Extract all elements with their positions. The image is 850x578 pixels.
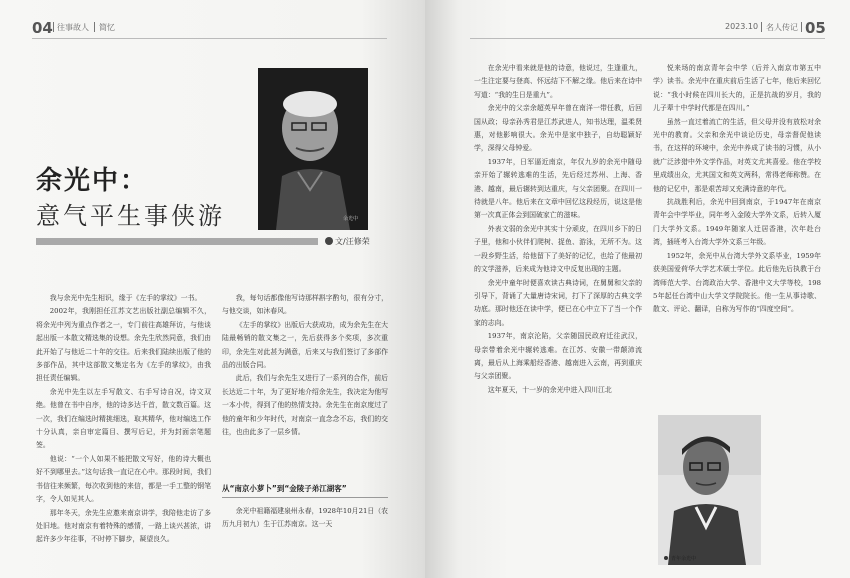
young-portrait-photo [658,415,761,565]
paragraph: 他说：“一个人如果不能把散文写好，他的诗大概也好不到哪里去。”这句话我一直记在心中。那段时间，我们书信往来频繁，每次收到他的来信，都是一手工整的钢笔字，令人如见其人。 [36,454,211,504]
byline: 文/汪修荣 [335,237,370,246]
section-rule [222,497,388,498]
paragraph: 那年冬天，余先生应邀来南京讲学，我陪他走访了多处旧地。他对南京有着特殊的感情，一路上谈兴甚浓，讲起许多少年往事，不时停下脚步，凝望良久。 [36,508,211,544]
paragraph: 1937年，日军逼近南京，年仅九岁的余光中随母亲开始了辗转逃难的生活，先后经过苏州、上海、香港、越南，最后辗转到达重庆，与父亲团聚。在四川一待就是八年。他后来在文章中回忆这段经历，说这是他第一次真正体会到国破家亡的滋味。 [474,157,642,220]
portrait-photo [258,68,368,230]
right-header-date: 2023.10 [725,22,759,31]
section-heading: 从“南京小萝卜”到“金陵子弟江湖客” [222,484,347,493]
header-divider [761,22,762,32]
header-divider [53,22,54,32]
paragraph: 1952年，余光中从台湾大学外文系毕业，1959年获美国爱荷华大学艺术硕士学位。此后他先后执教于台湾师范大学、台湾政治大学、香港中文大学等校，1985年起任台湾中山大学文学院院长。他一生从事诗歌、散文、评论、翻译，自称为写作的“四度空间”。 [653,251,821,314]
left-header-section: 往事故人 [57,23,89,32]
paragraph: 这年夏天，十一岁的余光中进入四川江北 [487,385,612,394]
header-rule [32,38,387,39]
left-header-column: 简忆 [99,23,115,32]
paragraph: 余光中祖籍福建泉州永春，1928年10月21日（农历九月初九）生于江苏南京。这一天 [222,507,389,529]
paragraph: 余光中先生以左手写散文、右手写诗自况，诗文双绝。他曾在书中自序，他的诗多达千首，散文数百篇。这一次，我们在编选时精挑细选，取其精华，他对编选工作十分认真，亲自审定篇目、撰写后记，并为封面亲笔题签。 [36,387,211,450]
photo-caption: 青年余光中 [671,556,697,562]
paragraph: 悦来场的南京青年会中学（后并入南京市第五中学）读书。余光中在重庆前后生活了七年，他后来回忆说：“我小时候在四川长大的，正是抗战的岁月，我的儿子辈十中学时代都是在四川。” [653,64,821,113]
article-subtitle: 意气平生事侠游 [36,202,225,230]
paragraph: 余光中的父亲余超英早年曾在南洋一带任教，后回国从政；母亲孙秀君是江苏武进人，知书达理，温柔贤惠，对他影响很大。余光中是家中独子，自幼聪颖好学，深得父母钟爱。 [474,104,642,153]
header-divider [94,22,95,32]
paragraph: 《左手的掌纹》出版后大获成功，成为余先生在大陆最畅销的散文集之一，先后获得多个奖项，多次重印，余先生对此甚为满意，后来又与我们签订了多部作品的出版合同。 [222,320,388,370]
right-page [425,0,850,578]
body-column-1 [36,292,211,564]
right-page-number: 05 [805,19,826,37]
paragraph: 外表文弱的余光中其实十分顽皮，在四川乡下的日子里，他和小伙伴们爬树、捉鱼、游泳，无所不为。这一段乡野生活，给他留下了美好的记忆，也给了他最初的文学滋养，后来成为他诗文中反复出现的主题。 [474,224,642,274]
header-rule [470,38,825,39]
body-column-2-continued [222,505,388,565]
body-column-2 [222,292,388,462]
paragraph: 抗战胜利后，余光中回到南京，于1947年在南京青年会中学毕业，同年考入金陵大学外文系，后转入厦门大学外文系。1949年随家人迁居香港，次年赴台湾，插班考入台湾大学外文系三年级。 [653,198,821,247]
bullet-icon [325,237,333,245]
article-title: 余光中： [36,166,149,196]
photo-caption: 余光中 [342,216,358,222]
paragraph: 余光中童年时便喜欢读古典诗词，在舅舅和父亲的引导下，背诵了大量唐诗宋词，打下了深厚的古典文学功底。那时他还在读中学，便已在心中立下了当一个作家的志向。 [474,278,642,327]
body-column-4 [653,62,821,410]
paragraph: 虽然一直过着流亡的生活，但父母并没有放松对余光中的教育。父亲和余光中谈论历史，母亲督促他读书，在这样的环境中，余光中养成了读书的习惯，从小就广泛涉猎中外文学作品，对英文尤其喜爱。他在学校里成绩出众，尤其国文和英文两科，常得老师称赞。在他的记忆中，那是艰苦却又充满诗意的年代。 [653,117,821,193]
paragraph: 此后，我们与余先生又进行了一系列的合作，前后长达近二十年，为了更好地介绍余先生，我决定为他写一本小传，得到了他的热情支持。余先生在南京度过了他的童年和少年时代，对南京一直念念不忘，我们的交往，也由此多了一层乡情。 [222,374,388,437]
portrait-image [258,68,368,230]
paragraph: 2002年，我刚担任江苏文艺出版社副总编辑不久，将余光中列为重点作者之一，专门前往高雄拜访，与他谈起出版一本散文精选集的设想。余先生欣然同意，我们由此开始了与他近二十年的交往。后来我们陆续出版了他的多部作品，其中这部散文集定名为《左手的掌纹》，由我担任责任编辑。 [36,307,211,383]
title-bar [36,238,318,245]
right-header-section: 名人传记 [766,23,798,32]
left-page-number: 04 [32,19,53,37]
paragraph: 在余光中看来就是他的诗意，他说过，生逢重九，一生注定要与登高、怀远结下不解之缘。他后来在诗中写道：“我的生日是重九”。 [474,64,642,99]
paragraph: 我与余光中先生相识，缘于《左手的掌纹》一书。 [49,294,202,302]
young-portrait-image [658,415,761,565]
header-divider [801,22,802,32]
paragraph: 我，每句话都像他写诗那样斟字酌句，很有分寸，与他交谈，如沐春风。 [222,294,388,316]
paragraph: 1937年，南京沦陷，父亲随国民政府迁往武汉，母亲带着余光中辗转逃难。在江苏、安徽一带颠沛流离，最后从上海乘船经香港、越南进入云南，再到重庆与父亲团聚。 [474,332,642,381]
body-column-3 [474,62,642,567]
